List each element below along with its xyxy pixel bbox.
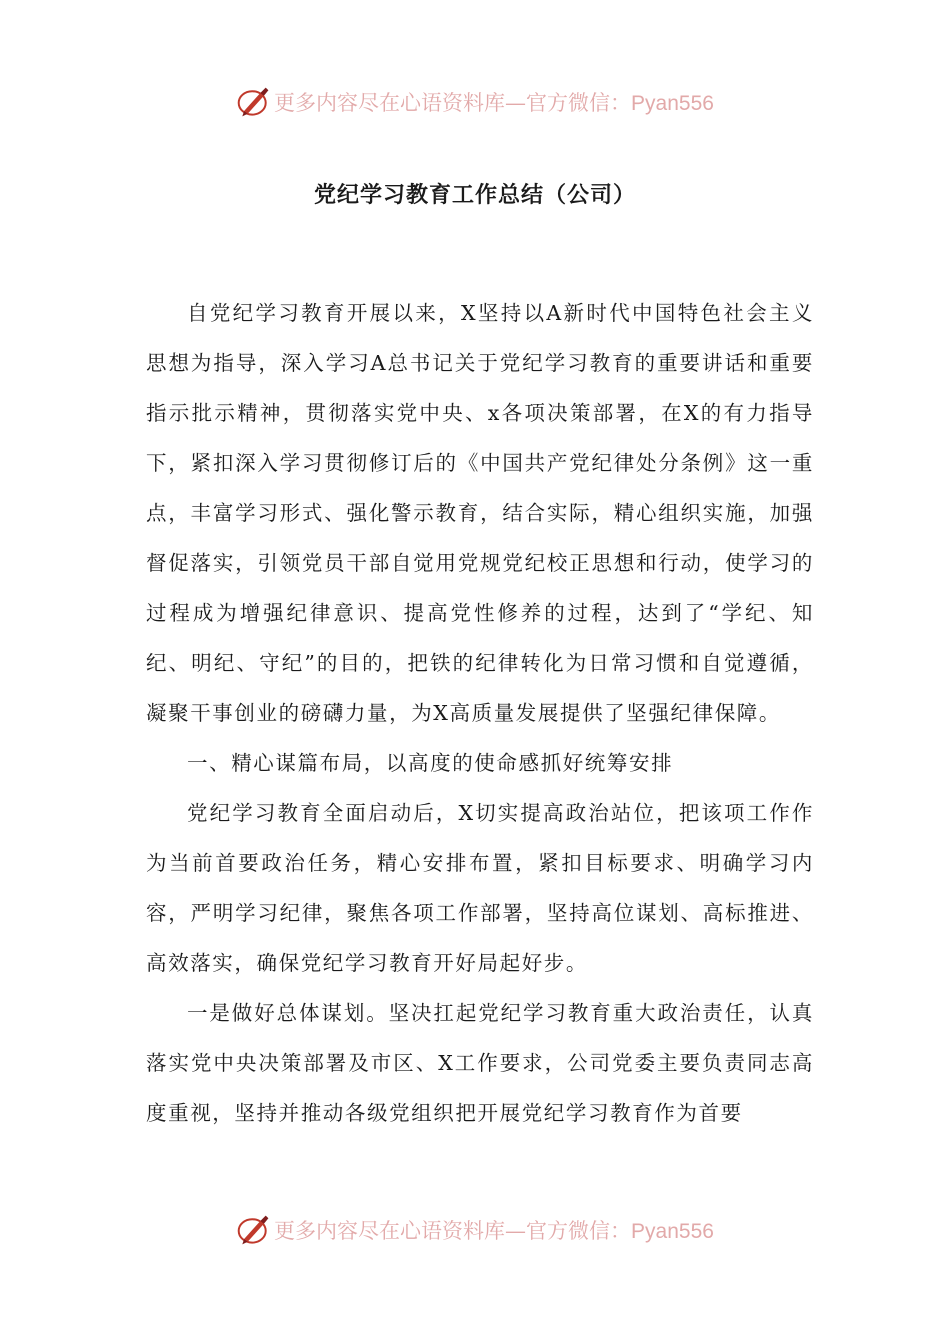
document-body [146, 288, 814, 1138]
document-title: 党纪学习教育工作总结（公司） [313, 183, 636, 208]
footer-banner-text [274, 1215, 714, 1245]
pen-nib-logo-icon [236, 1212, 272, 1248]
footer-banner-dash: — [505, 1219, 527, 1243]
footer-banner [0, 1208, 950, 1252]
paragraph-intro: 自党纪学习教育开展以来，X坚持以A新时代中国特色社会主义思想为指导，深入学习A总书记关于党纪学习教育的重要讲话和重要指示批示精神，贯彻落实党中央、x各项决策部署，在X的有力指导下，紧扣深入学习贯彻修订后的《中国共产党纪律处分条例》这一重点，丰富学习形式、强化警示教育，结合实际，精心组织实施，加强督促落实，引领党员干部自觉用党规党纪校正思想和行动，使学习的过程成为增强纪律意识、提高党性修养的过程，达到了“学纪、知纪、明纪、守纪”的目的，把铁的纪律转化为日常习惯和自觉遵循，凝聚干事创业的磅礴力量，为X高质量发展提供了坚强纪律保障。 [146, 301, 814, 725]
header-banner-wechat: 官方微信：Pyan556 [526, 92, 714, 115]
header-banner-text [274, 87, 714, 117]
header-banner-dash: — [505, 91, 527, 115]
header-banner [0, 80, 950, 124]
footer-banner-main: 更多内容尽在心语资料库 [274, 1219, 506, 1243]
pen-nib-logo-icon [236, 84, 272, 120]
paragraph-section-1: 党纪学习教育全面启动后，X切实提高政治站位，把该项工作作为当前首要政治任务，精心安排布置，紧扣目标要求、明确学习内容，严明学习纪律，聚焦各项工作部署，坚持高位谋划、高标推进、高效落实，确保党纪学习教育开好局起好步。 [146, 801, 814, 975]
header-banner-main: 更多内容尽在心语资料库 [274, 91, 506, 115]
paragraph-point-1: 一是做好总体谋划。坚决扛起党纪学习教育重大政治责任，认真落实党中央决策部署及市区、X工作要求，公司党委主要负责同志高度重视，坚持并推动各级党组织把开展党纪学习教育作为首要 [146, 1001, 814, 1125]
footer-banner-wechat: 官方微信：Pyan556 [526, 1220, 714, 1243]
section-heading-1: 一、精心谋篇布局，以高度的使命感抓好统筹安排 [187, 751, 674, 775]
